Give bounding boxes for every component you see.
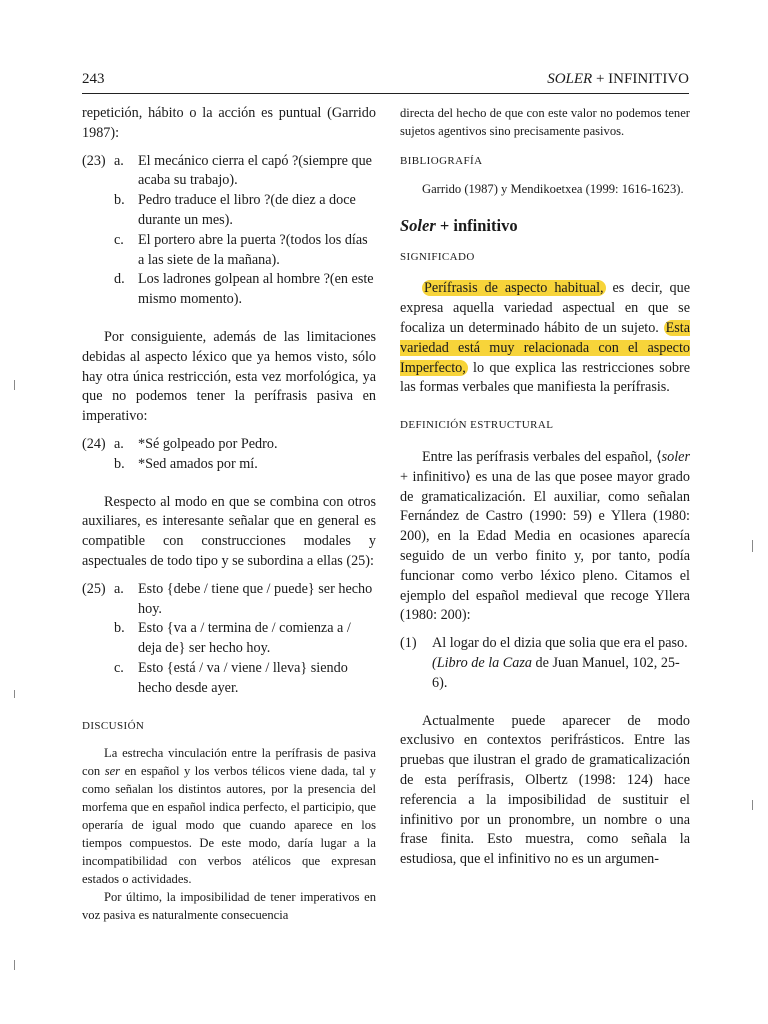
text-run: es decir, que expresa aquella variedad aspectual en que se focaliza un determinado hábito de un sujeto. [400,280,690,336]
example-letter: b. [114,192,125,209]
left-column [82,104,376,924]
section-heading-bibliografia: BIBLIOGRAFÍA [400,155,483,167]
example-number [82,270,114,310]
margin-mark [14,380,15,390]
example-number [82,231,114,271]
paragraph [400,279,690,398]
right-column [400,104,690,870]
example-item [82,659,376,699]
text-run-italic: (Libro de la Caza [432,654,532,671]
bibliography-entry: Garrido (1987) y Mendikoetxea (1999: 1616-1623). [422,181,684,196]
example-item [82,580,376,620]
text-run-italic: ser [104,764,121,779]
example-item [82,455,376,475]
text-run: en español y los verbos télicos viene dada, tal y como señalan los distintos autores, por la presencia del morfema que en español indica perfecto, el participio, que operaría de igual modo que cuando aparece en los tiempos compuestos. De este modo, daría lugar a la incompatibilidad con verbos atélicos que expresan estados o actividades. [82,764,376,887]
example-number: (1) [400,635,417,652]
running-title-rest: + INFINITIVO [592,71,689,87]
text-run: Entre las perífrasis verbales del español, ⟨ [422,448,662,465]
example-text: Pedro traduce el libro ?(de diez a doce durante un mes). [138,192,356,228]
example-number [82,619,114,659]
paragraph: Respecto al modo en que se combina con otros auxiliares, es interesante señalar que en general es compatible con construcciones modales y aspectuales de todo tipo y se subordina a ellas (25): [82,493,376,569]
example-text: Esto {está / va / viene / lleva} siendo hecho desde ayer. [138,659,348,696]
example-letter: c. [114,659,124,676]
section-title-rest: + infinitivo [435,215,518,235]
paragraph: directa del hecho de que con este valor no podemos tener sujetos agentivos sino precisamente pasivos. [400,106,690,138]
text-run-italic: soler [661,448,690,465]
example-letter: a. [114,152,124,169]
margin-mark [14,690,15,698]
running-title-italic: SOLER [547,71,593,87]
example-number: (25) [82,580,106,597]
example-letter: b. [114,455,125,472]
paragraph: Actualmente puede aparecer de modo exclusivo en contextos perifrásticos. Entre las pruebas que ilustran el grado de gramaticalización de esta perífrasis, Olbertz (1998: 124) hace referencia a la imposibilidad de sustituir el infinitivo por un pronombre, un nombre o una frase finita. Esto muestra, como señala la estudiosa, que el infinitivo no es un argumen- [400,712,690,868]
example-23 [82,152,376,310]
header-rule [82,93,689,94]
example-text: El mecánico cierra el capó ?(siempre que acaba su trabajo). [138,152,372,189]
paragraph [82,744,376,888]
highlight: Perífrasis de aspecto habitual, [424,280,604,297]
section-heading-definicion: DEFINICIÓN ESTRUCTURAL [400,419,554,432]
paragraph: Por último, la imposibilidad de tener imperativos en voz pasiva es naturalmente consecuencia [82,890,376,923]
example-text: Esto {debe / tiene que / puede} ser hecho hoy. [138,580,373,617]
example-letter: a. [114,435,124,452]
example-item [82,619,376,659]
highlight: Esta variedad está muy relacionada con el aspecto Imperfecto, [400,319,691,376]
example-item [82,435,376,455]
text-run: lo que explica las restricciones sobre las formas verbales que manifiesta la perífrasis. [400,359,690,396]
example-item [82,270,376,310]
example-text: *Sed amados por mí. [138,455,258,472]
page-number: 243 [82,71,105,87]
example-item [82,152,376,192]
section-heading-discusion: DISCUSIÓN [82,719,145,732]
example-25 [82,580,376,699]
example-number [82,191,114,231]
text-run: Al logar do el dizia que solia que era el paso. [432,635,688,652]
example-item [82,191,376,231]
example-text: Esto {va a / termina de / comienza a / deja de} ser hecho hoy. [138,620,351,657]
example-letter: d. [114,271,125,288]
section-title [400,216,690,236]
page-header [82,71,689,88]
section-heading-significado: SIGNIFICADO [400,250,475,263]
example-number: (24) [82,435,106,452]
example-letter: a. [114,580,124,597]
example-text [432,634,690,693]
example-text: Los ladrones golpean al hombre ?(en este mismo momento). [138,271,374,308]
example-letter: b. [114,620,125,637]
paragraph [400,448,690,626]
example-number [82,659,114,699]
example-letter: c. [114,231,124,248]
text-run: de Juan Manuel, 102, 25-6). [432,654,680,691]
example-24 [82,435,376,475]
paragraph: repetición, hábito o la acción es puntual (Garrido 1987): [82,105,376,141]
margin-mark [752,540,753,552]
margin-mark [752,800,753,810]
example-number [82,455,114,475]
text-run: + infinitivo⟩ es una de las que posee mayor grado de gramaticalización. El auxiliar, como señalan Fernández de Castro (1990: 59) e Yllera (1980: 200), en la Edad Media en ocasiones aparecía seguido de un verbo finito y, por tanto, podía funcionar como verbo léxico pleno. Citamos el ejemplo del español medieval que recoge Yllera (1980: 200): [400,468,690,624]
example-1 [400,634,690,693]
section-title-italic: Soler [400,215,436,235]
example-number: (23) [82,152,106,169]
paragraph: Por consiguiente, además de las limitaciones debidas al aspecto léxico que ya hemos visto, sólo hay otra única restricción, esta vez morfológica, ya que no podemos tener la perífrasis pasiva en imperativo: [82,328,376,425]
example-text: *Sé golpeado por Pedro. [138,435,278,452]
example-item [82,231,376,271]
text-run: La estrecha vinculación entre la perífrasis de pasiva con [82,746,376,779]
margin-mark [14,960,15,970]
running-title [547,71,689,88]
example-text: El portero abre la puerta ?(todos los días a las siete de la mañana). [138,231,368,268]
